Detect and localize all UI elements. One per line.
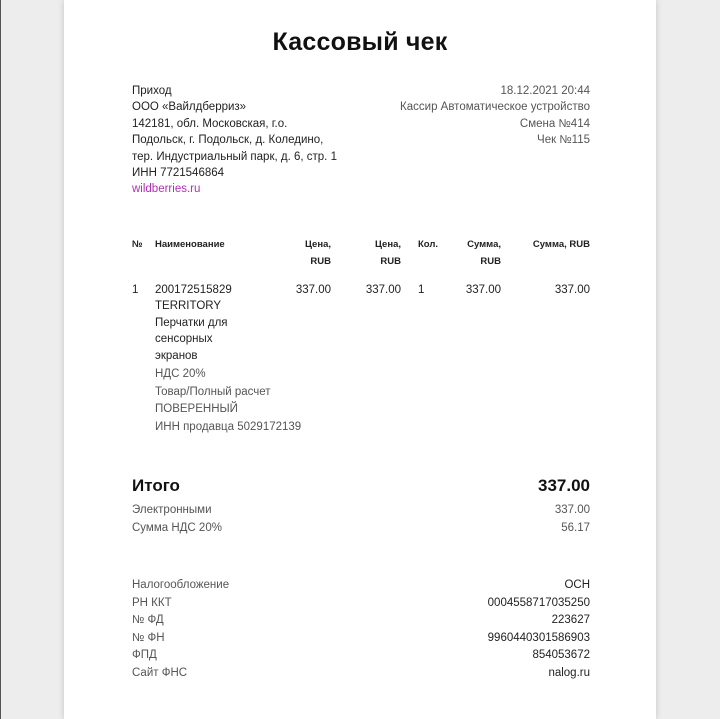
seller-info xyxy=(132,83,372,198)
electronic-value: 337.00 xyxy=(554,504,590,516)
header-price-2-line-2: RUB xyxy=(380,256,401,267)
tax-label: Налогообложение xyxy=(132,579,230,591)
tax-row xyxy=(132,577,590,595)
rn-kkt-value: 0004558717035250 xyxy=(487,596,590,609)
item-vat: НДС 20% xyxy=(155,368,206,380)
vat-sum-value: 56.17 xyxy=(561,521,590,534)
receipt-meta xyxy=(350,83,590,149)
cashier: Кассир Автоматическое устройство xyxy=(400,101,590,114)
fpd-value: 854053672 xyxy=(532,649,590,662)
check-number: Чек №115 xyxy=(537,134,590,147)
header-price-1 xyxy=(281,236,331,270)
header-sum-1-line-1: Сумма, xyxy=(467,239,501,250)
item-price-1: 337.00 xyxy=(295,284,331,296)
item-desc-line: сенсорных xyxy=(155,333,213,346)
item-desc-line: TERRITORY xyxy=(155,300,222,313)
header-sum-2: Сумма, RUB xyxy=(532,239,590,250)
receipt-sheet xyxy=(64,0,656,719)
total-label: Итого xyxy=(132,476,180,495)
item-type-line-2: ПОВЕРЕННЫЙ xyxy=(155,403,238,416)
header-qty: Кол. xyxy=(418,239,439,250)
company-name: ООО «Вайлдберриз» xyxy=(132,101,247,114)
header-price-2-line-1: Цена, xyxy=(375,239,401,250)
fn-value: 9960440301586903 xyxy=(487,631,590,644)
header-price-1-line-1: Цена, xyxy=(305,239,331,250)
fpd-label: ФПД xyxy=(132,649,157,662)
item-description xyxy=(155,282,285,364)
fpd-row xyxy=(132,647,590,665)
header-name: Наименование xyxy=(155,239,225,250)
header-price-2 xyxy=(351,236,401,270)
item-desc-line: Перчатки для xyxy=(155,316,228,329)
item-details xyxy=(155,366,325,436)
fn-label: № ФН xyxy=(132,631,165,644)
address-line-2: Подольск, г. Подольск, д. Коледино, xyxy=(132,134,324,147)
seller-site-link[interactable]: wildberries.ru xyxy=(132,183,201,196)
vat-sum-label: Сумма НДС 20% xyxy=(132,521,222,534)
item-desc-line: экранов xyxy=(155,349,198,362)
item-qty: 1 xyxy=(418,284,425,296)
vat-row xyxy=(132,520,590,538)
total-row xyxy=(132,476,590,500)
fd-label: № ФД xyxy=(132,614,164,627)
fd-value: 223627 xyxy=(551,614,590,627)
fns-label: Сайт ФНС xyxy=(132,666,188,679)
item-price-2: 337.00 xyxy=(365,284,401,296)
receipt-datetime: 18.12.2021 20:44 xyxy=(500,85,590,97)
receipt-title: Кассовый чек xyxy=(272,28,448,56)
electronic-label: Электронными xyxy=(132,504,212,516)
rn-kkt-row xyxy=(132,595,590,613)
item-seller-inn: ИНН продавца 5029172139 xyxy=(155,420,302,433)
header-sum-1-line-2: RUB xyxy=(480,256,501,267)
payment-row xyxy=(132,502,590,520)
item-code: 200172515829 xyxy=(155,284,232,296)
fiscal-info xyxy=(132,577,590,683)
header-price-1-line-2: RUB xyxy=(310,256,331,267)
item-sum-2: 337.00 xyxy=(554,284,590,296)
payment-summary xyxy=(132,502,590,537)
fns-row xyxy=(132,665,590,683)
address-line-1: 142181, обл. Московская, г.о. xyxy=(132,117,288,130)
header-num: № xyxy=(132,239,143,250)
item-sum-1: 337.00 xyxy=(465,284,501,296)
total-value: 337.00 xyxy=(538,476,590,495)
item-type-line-1: Товар/Полный расчет xyxy=(155,385,271,398)
address-line-3: тер. Индустриальный парк, д. 6, стр. 1 xyxy=(132,150,337,163)
shift-number: Смена №414 xyxy=(519,117,590,130)
header-sum-1 xyxy=(444,236,501,270)
rn-kkt-label: РН ККТ xyxy=(132,596,172,609)
fd-row xyxy=(132,612,590,630)
tax-value: ОСН xyxy=(564,579,590,591)
fns-site-link[interactable]: nalog.ru xyxy=(548,666,590,679)
item-num: 1 xyxy=(132,284,139,296)
company-inn: ИНН 7721546864 xyxy=(132,167,225,180)
operation-type: Приход xyxy=(132,85,172,97)
fn-row xyxy=(132,630,590,648)
